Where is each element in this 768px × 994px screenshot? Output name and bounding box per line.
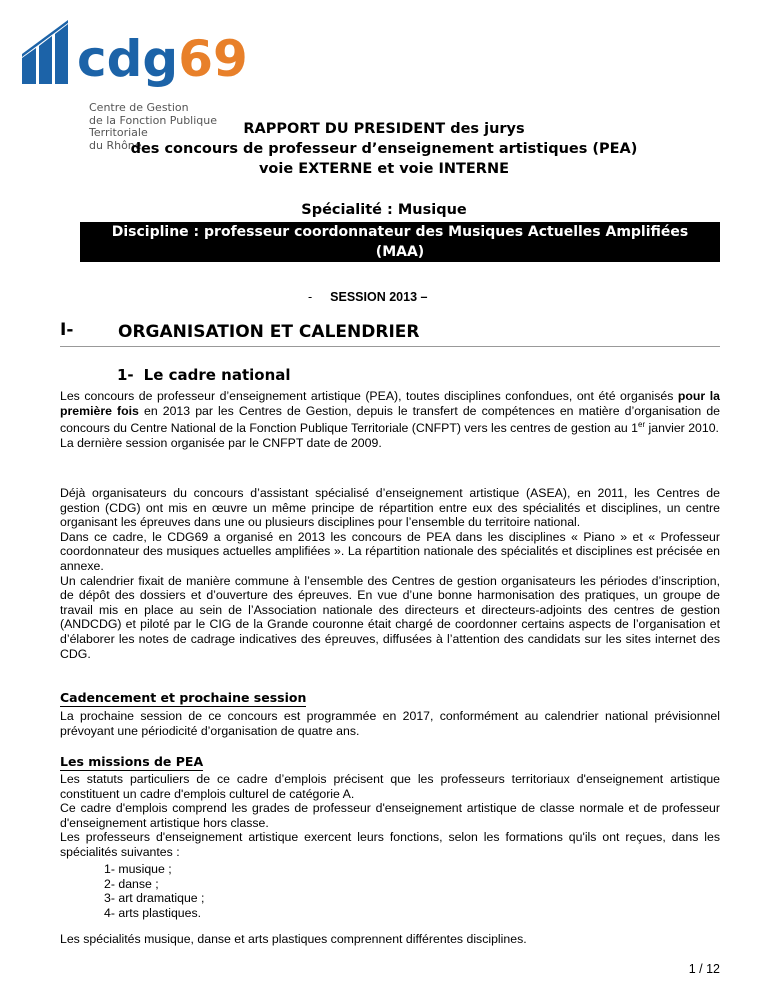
paragraph-4c: Les professeurs d'enseignement artistique exercent leurs fonctions, selon les formations qu'ils ont reçues, dans les spécialités suivantes : [60,830,720,859]
heading-cadencement: Cadencement et prochaine session [60,690,307,705]
paragraph-2a: Déjà organisateurs du concours d’assistant spécialisé d’enseignement artistique (ASEA), en 2011, les Centres de gestion (CDG) ont mis en œuvre un même principe de répartition entre eux des spécialités et disciplines, un centre organisant les épreuves dans une ou plusieurs disciplines pour l’ensemble du territoire national. [60,486,720,530]
session-label [308,290,427,304]
cdg69-logo [22,18,252,152]
session-text: SESSION 2013 – [330,290,428,304]
subsection-title: Le cadre national [143,366,291,384]
logo-line-1: Centre de Gestion [89,101,189,114]
report-title-line-2: des concours de professeur d’enseignement artistiques (PEA) [130,141,638,157]
section-number: I- [60,320,74,340]
specialites-list [104,862,204,920]
paragraph-4a: Les statuts particuliers de ce cadre d’emplois précisent que les professeurs territoriaux d'enseignement artistique constituent un cadre d'emplois culturel de catégorie A. [60,772,720,801]
paragraph-2c: Un calendrier fixait de manière commune à l’ensemble des Centres de gestion organisateurs les périodes d’inscription, de dépôt des dossiers et d’ouverture des épreuves. En vue d’une bonne harmonisation des pratiques, un groupe de travail mis en place au sein de l’Association nationale des directeurs et directeurs-adjoints des centres de gestion (ANDCDG) et piloté par le CIG de la Grande couronne était chargé de coordonner certains aspects de l’organisation et d’élaborer les notes de cadrage indicatives des épreuves, diffusées à l’attention des candidats sur les sites internet des CDG. [60,573,720,661]
list-item: 2- danse ; [104,876,159,891]
paragraph-disciplines: Les spécialités musique, danse et arts plastiques comprennent différentes disciplines. [60,932,527,946]
para1-bold: pour la première fois [60,389,720,418]
report-title-line-3: voie EXTERNE et voie INTERNE [258,161,509,177]
logo-line-3: du Rhône [89,138,142,152]
section-title: ORGANISATION ET CALENDRIER [118,322,420,342]
page-number: 1 / 12 [688,962,720,976]
logo-mark [22,18,252,88]
para1-text-c: janvier 2010. [645,421,719,436]
paragraph-1 [60,389,720,436]
list-item: 3- art dramatique ; [104,891,205,906]
subsection-heading-1 [117,366,291,384]
discipline-line-1: Discipline : professeur coordonnateur des Musiques Actuelles Amplifiées [111,224,689,240]
list-item: 4- arts plastiques. [104,905,202,920]
paragraph-cadencement: La prochaine session de ce concours est programmée en 2017, conformément au calendrier national prévisionnel prévoyant une périodicité d’organisation de quatre ans. [60,709,720,738]
paragraph-1-line-2: La dernière session organisée par le CNFPT date de 2009. [60,435,382,450]
discipline-banner [80,222,720,262]
session-dash: - [308,290,313,304]
para1-sup: er [638,420,646,430]
para1-text-b: en 2013 par les Centres de Gestion, depuis le transfert de compétences en matière d’organisation de concours du Centre National de la Fonction Publique Territoriale (CNFPT) vers les centres de gestion au 1 [60,403,721,436]
paragraph-2b: Dans ce cadre, le CDG69 a organisé en 2013 les concours de PEA dans les disciplines « Piano » et « Professeur coordonnateur des musiques actuelles amplifiées ». La répartition nationale des spécialités et disciplines est précisée en annexe. [60,529,720,573]
paragraph-4b: Ce cadre d'emplois comprend les grades de professeur d'enseignement artistique de classe normale et de professeur d'enseignement artistique hors classe. [60,801,720,830]
paragraph-cadre-national [60,389,720,450]
logo-brand-text: cdg69 [77,30,248,88]
paragraph-missions [60,772,720,860]
paragraph-repartition [60,486,720,661]
subsection-number: 1- [117,366,134,384]
list-item: 1- musique ; [104,862,172,876]
report-title-line-1: RAPPORT DU PRESIDENT des jurys [243,121,525,137]
logo-line-2: de la Fonction Publique Territoriale [89,113,218,139]
section-heading-1 [60,320,720,347]
discipline-line-2: (MAA) [375,244,425,260]
para1-text-a: Les concours de professeur d’enseignement artistique (PEA), toutes disciplines confondues, ont été organisés [60,389,678,403]
specialite-heading: Spécialité : Musique [301,202,467,218]
heading-missions: Les missions de PEA [60,754,204,769]
